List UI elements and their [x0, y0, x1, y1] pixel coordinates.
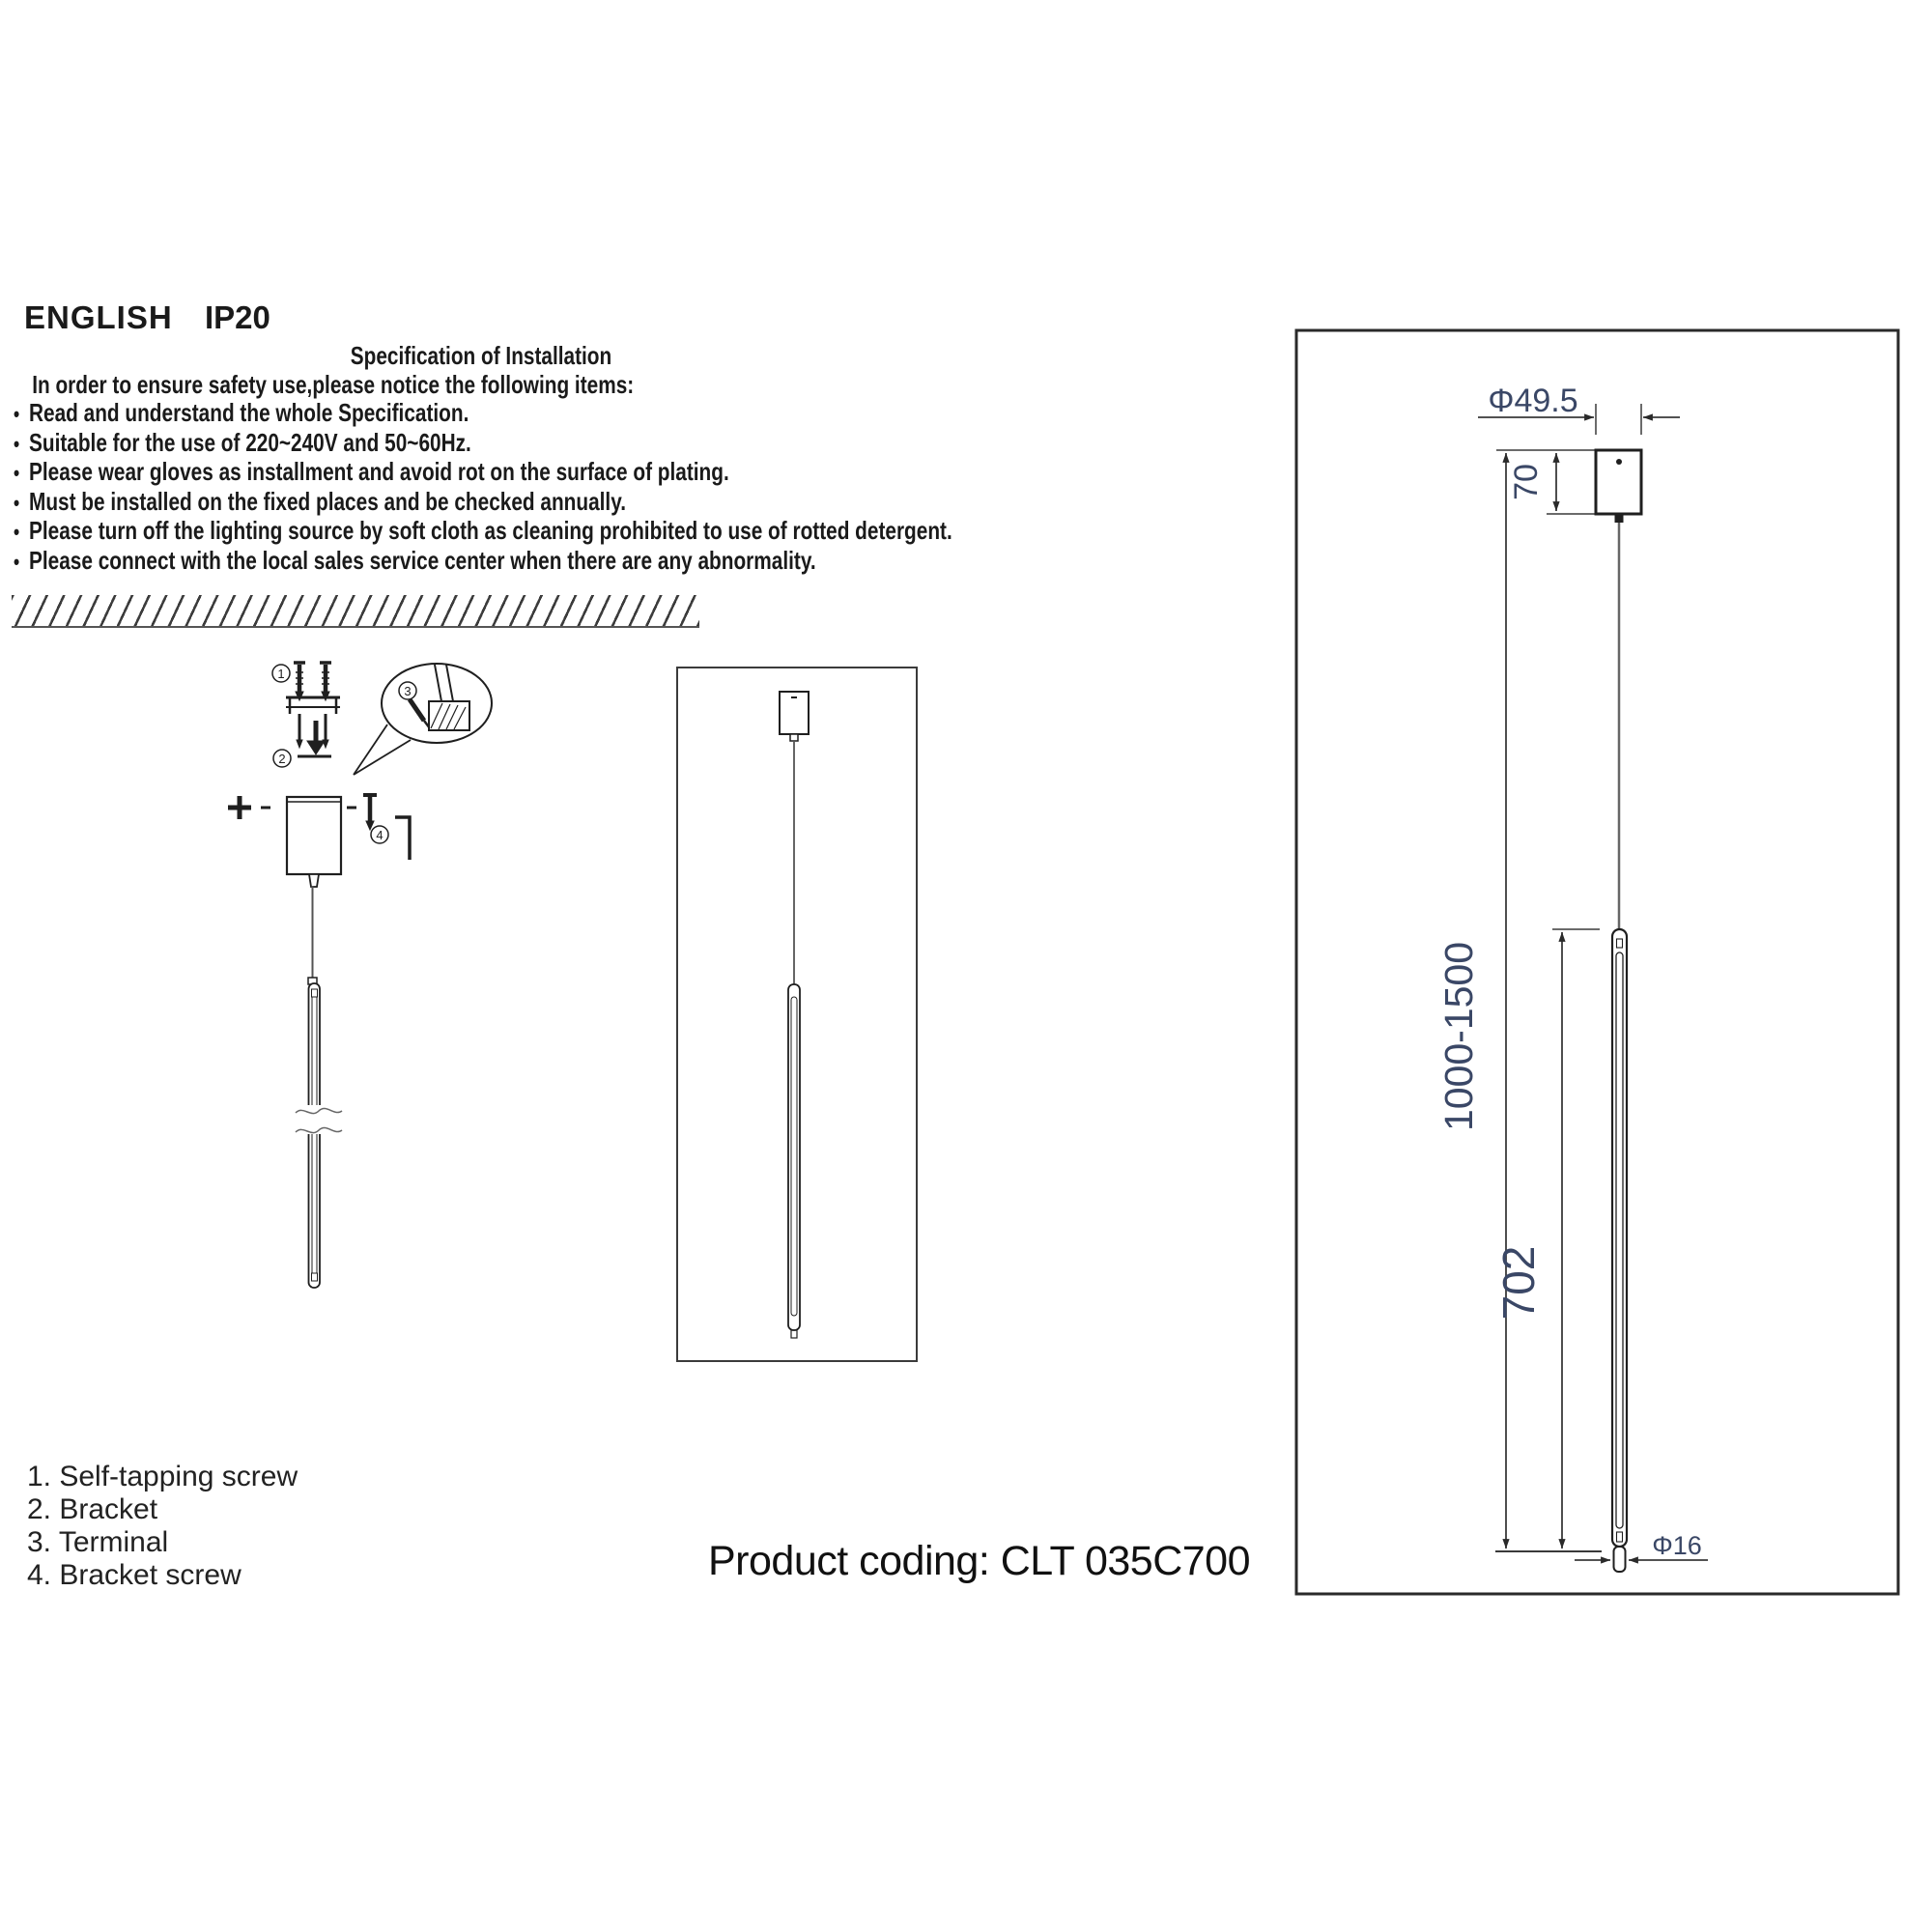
installation-diagram — [174, 618, 522, 908]
tube-bottom-stem — [1614, 1547, 1626, 1572]
canopy-hole — [1616, 459, 1622, 465]
spec-item — [14, 488, 1034, 518]
canopy-outline — [287, 797, 341, 874]
pendant-drawing-boxed — [678, 668, 915, 1359]
parts-list — [27, 1461, 298, 1592]
dim-canopy-height-label: 70 — [1508, 464, 1545, 500]
spec-item-text: Please connect with the local sales service center when there are any abnormality. — [29, 545, 816, 575]
parts-item: 2. Bracket — [27, 1493, 158, 1525]
bullet-icon: • — [14, 402, 20, 426]
parts-item: 3. Terminal — [27, 1526, 169, 1558]
spec-item-text: Read and understand the whole Specification. — [29, 398, 469, 427]
callout-3-label: 3 — [404, 684, 412, 698]
bracket-icon — [286, 697, 340, 714]
spec-item-text: Please wear gloves as installment and avoid rot on the surface of plating. — [29, 457, 729, 486]
dim-tube-length-label: 702 — [1493, 1245, 1544, 1321]
callout-1-label: 1 — [277, 667, 285, 681]
spec-intro: In order to ensure safety use,please notice the following items: — [32, 369, 635, 399]
allen-key-icon — [395, 817, 410, 860]
language-label: ENGLISH — [24, 299, 173, 335]
spec-title: Specification of Installation — [350, 341, 612, 370]
product-coding-label: Product coding: CLT 035C700 — [708, 1538, 1250, 1584]
spec-item — [14, 517, 1034, 547]
spec-item — [14, 458, 1034, 488]
lamp-tube — [1612, 929, 1627, 1547]
screw-icon — [294, 663, 331, 700]
spec-item — [14, 547, 1034, 577]
spec-item — [14, 429, 1034, 459]
bullet-icon: • — [14, 431, 20, 456]
parts-item: 1. Self-tapping screw — [27, 1461, 298, 1492]
bullet-icon: • — [14, 461, 20, 485]
specification-block — [14, 342, 1034, 576]
dim-canopy-diameter-label: Φ49.5 — [1488, 383, 1578, 419]
spec-item-text: Suitable for the use of 220~240V and 50~60Hz. — [29, 427, 471, 457]
lamp-tube — [309, 983, 321, 1288]
lamp-tube — [788, 984, 800, 1330]
spec-item — [14, 399, 1034, 429]
drawing-frame — [1296, 330, 1898, 1594]
parts-item: 4. Bracket screw — [27, 1559, 242, 1591]
side-screw-icon — [363, 795, 377, 830]
spec-item-text: Must be installed on the fixed places and be checked annually. — [29, 486, 626, 516]
screwdriver-icon — [410, 699, 430, 728]
technical-drawing — [1294, 328, 1900, 1596]
bracket-screw-icon — [228, 796, 251, 819]
callout-4-label: 4 — [376, 828, 384, 842]
dim-suspension-range-label: 1000-1500 — [1436, 941, 1481, 1132]
bullet-icon: • — [14, 549, 20, 574]
spec-item-text: Please turn off the lighting source by soft cloth as cleaning prohibited to use of rotted detergent. — [29, 516, 952, 545]
figure-frame — [676, 667, 918, 1362]
bullet-icon: • — [14, 520, 20, 544]
bullet-icon: • — [14, 490, 20, 515]
pendant-drawing-left — [280, 869, 357, 1304]
callout-2-label: 2 — [278, 752, 286, 766]
terminal-icon — [429, 665, 469, 730]
ip-rating-label: IP20 — [205, 299, 270, 335]
dim-tube-diameter-label: Φ16 — [1652, 1531, 1702, 1560]
